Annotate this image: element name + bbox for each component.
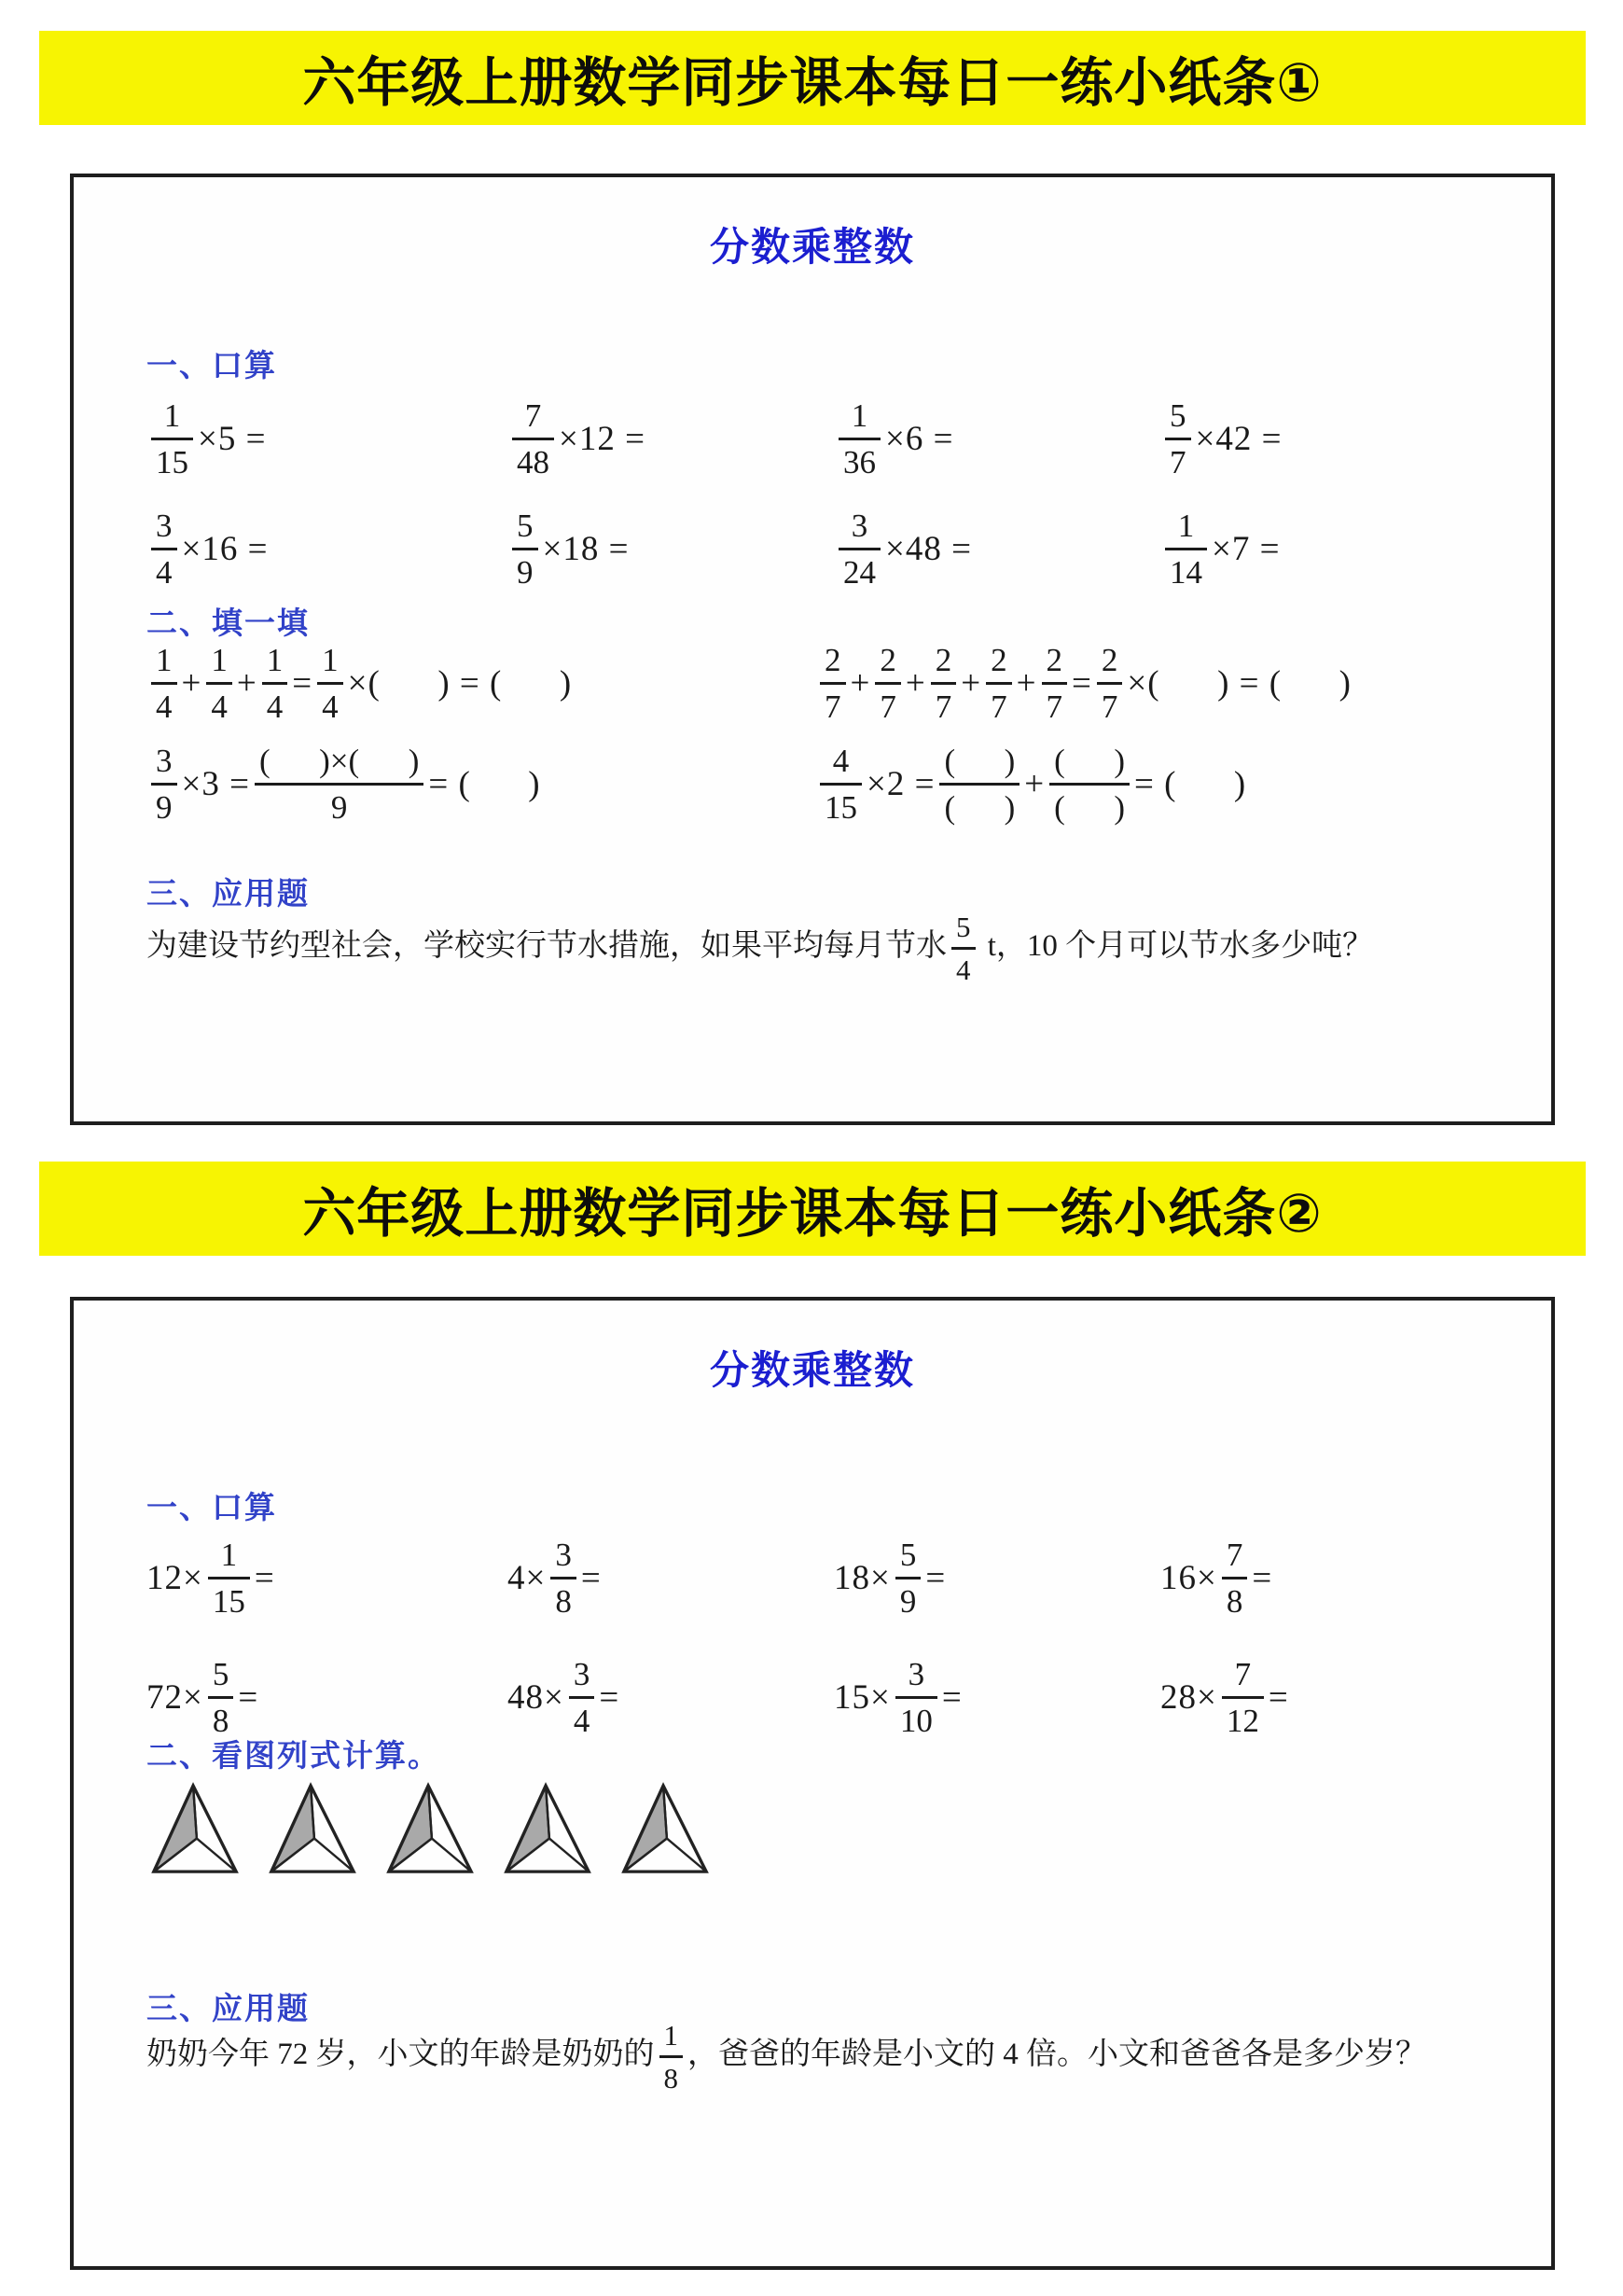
operation-text: ×7 = [1212, 529, 1281, 568]
fraction [875, 644, 901, 723]
oral-problem [146, 500, 507, 597]
fraction-denominator: 10 [899, 1702, 933, 1739]
fraction [1222, 1655, 1264, 1739]
fraction-numerator: 4 [832, 743, 850, 779]
fraction [1165, 509, 1207, 589]
oral-problem [1160, 390, 1523, 487]
operation-text: ×2 = [867, 765, 936, 803]
fraction-numerator: 7 [1234, 1655, 1252, 1692]
sheet-2-section-3-heading: 三、应用题 [146, 1990, 310, 2026]
oral-problem [507, 390, 834, 487]
plus-sign: + [961, 664, 982, 703]
fraction [569, 1655, 595, 1739]
oral-problem [834, 1649, 1160, 1746]
banner-1-text: 六年级上册数学同步课本每日一练小纸条① [302, 51, 1323, 114]
banner-2-text: 六年级上册数学同步课本每日一练小纸条② [302, 1182, 1323, 1245]
fraction-numerator: 5 [899, 1536, 917, 1573]
sheet-2-title: 分数乘整数 [709, 1347, 915, 1393]
equals-sign: = [292, 664, 313, 703]
plus-sign: + [236, 664, 257, 703]
oral-problem [834, 390, 1160, 487]
sheet-1-section-3-heading: 三、应用题 [146, 875, 310, 911]
fraction-denominator: 4 [211, 689, 228, 725]
divided-triangle-icon [268, 1780, 357, 1879]
fraction-denominator: 4 [956, 953, 971, 986]
fraction-numerator: 1 [220, 1536, 238, 1573]
multiplier-text: 72× [146, 1677, 203, 1717]
fraction [512, 509, 538, 589]
fraction-numerator: 5 [956, 911, 971, 943]
oral-problem [507, 1529, 834, 1626]
blank-parentheses: = ( ) [428, 765, 541, 803]
fraction-denominator: 14 [1170, 553, 1202, 591]
blank-fraction [1049, 744, 1130, 824]
sheet-2-section-1-heading: 一、口算 [146, 1489, 277, 1525]
worksheet-2 [70, 1297, 1555, 2270]
plus-sign: + [850, 664, 871, 703]
fraction-denominator: 36 [843, 443, 876, 480]
equals-sign: = [254, 1558, 275, 1597]
fraction [317, 644, 343, 723]
operation-text: ×48 = [885, 529, 972, 568]
blank-denominator: ( ) [1054, 789, 1125, 826]
fraction [151, 509, 177, 589]
multiplier-text: 16× [1160, 1558, 1217, 1597]
fraction-numerator: 3 [851, 507, 868, 544]
fraction-denominator: 4 [156, 689, 173, 725]
fill-in-row-1 [146, 644, 1523, 723]
multiplier-text: 15× [834, 1677, 891, 1717]
divided-triangle-icon [620, 1780, 710, 1879]
fraction-numerator: 1 [156, 642, 173, 678]
fraction-denominator: 9 [517, 553, 534, 591]
fraction [951, 912, 976, 984]
fraction-denominator: 7 [1170, 443, 1186, 480]
operation-text: ×16 = [181, 529, 269, 568]
operation-text: ×12 = [559, 419, 645, 458]
fraction-denominator: 9 [330, 789, 348, 826]
triangle-figure-row [150, 1780, 710, 1879]
sheet-2-section-2-heading: 二、看图列式计算。 [146, 1737, 440, 1774]
blank-denominator: ( ) [944, 789, 1016, 826]
word-problem-text: 为建设节约型社会，学校实行节水措施，如果平均每月节水 [146, 929, 947, 964]
fraction [1097, 644, 1123, 723]
sheet-1-title: 分数乘整数 [709, 224, 915, 270]
fraction [208, 1655, 234, 1739]
fraction-denominator: 8 [555, 1582, 572, 1620]
equals-sign: = [580, 1558, 602, 1597]
oral-problem [507, 1649, 834, 1746]
fraction-numerator: 2 [1101, 642, 1118, 678]
equals-sign: = [599, 1677, 620, 1717]
fraction-numerator: 1 [322, 642, 339, 678]
oral-problem [1160, 1649, 1523, 1746]
blank-parentheses: ×( ) = ( ) [1127, 664, 1352, 703]
fraction-numerator: 3 [908, 1655, 925, 1692]
fraction-numerator: 3 [156, 743, 173, 779]
equals-sign: = [238, 1677, 259, 1717]
fraction [1042, 644, 1068, 723]
fill-expression [146, 644, 815, 723]
fraction [151, 744, 177, 824]
multiplier-text: 4× [507, 1558, 547, 1597]
fraction-numerator: 2 [991, 642, 1007, 678]
divided-triangle-icon [503, 1780, 592, 1879]
fraction-numerator: 2 [880, 642, 896, 678]
fraction-denominator: 9 [156, 789, 173, 826]
fill-expression [146, 744, 815, 824]
fraction-denominator: 8 [212, 1702, 229, 1739]
multiplier-text: 18× [834, 1558, 891, 1597]
operation-text: ×6 = [885, 419, 954, 458]
fraction-numerator: 1 [663, 2019, 678, 2052]
oral-problem [507, 500, 834, 597]
oral-problem [1160, 1529, 1523, 1626]
fraction-denominator: 12 [1226, 1702, 1259, 1739]
equals-sign: = [925, 1558, 947, 1597]
fraction-denominator: 4 [156, 553, 173, 591]
fraction [1165, 399, 1191, 479]
fraction-denominator: 4 [573, 1702, 590, 1739]
fraction-denominator: 7 [880, 689, 896, 725]
word-problem-text: t，10 个月可以节水多少吨？ [979, 929, 1374, 964]
fraction [151, 399, 193, 479]
oral-problem [1160, 500, 1523, 597]
oral-problem [834, 1529, 1160, 1626]
equals-sign: = [941, 1677, 963, 1717]
worksheet-1 [70, 174, 1555, 1125]
fraction [1222, 1538, 1248, 1618]
fraction [986, 644, 1012, 723]
fraction [262, 644, 288, 723]
fraction [839, 399, 881, 479]
sheet-1-word-problem [146, 912, 1500, 984]
blank-numerator: ( ) [1054, 743, 1125, 779]
sheet-1-section-2-heading: 二、填一填 [146, 605, 310, 641]
fraction-numerator: 1 [163, 397, 181, 434]
oral-problem [146, 390, 507, 487]
fraction-numerator: 1 [211, 642, 228, 678]
fraction [151, 644, 177, 723]
equals-sign: = [1268, 1677, 1289, 1717]
plus-sign: + [1016, 664, 1037, 703]
blank-fraction [255, 744, 423, 824]
fraction-numerator: 5 [1170, 397, 1186, 434]
fraction-denominator: 15 [825, 789, 857, 826]
fraction-denominator: 4 [322, 689, 339, 725]
fraction-denominator: 7 [825, 689, 841, 725]
equals-sign: = [1252, 1558, 1273, 1597]
oral-problem [146, 1529, 507, 1626]
fraction [895, 1538, 922, 1618]
blank-fraction [939, 744, 1020, 824]
blank-parentheses: = ( ) [1133, 765, 1247, 803]
fraction-denominator: 48 [517, 443, 549, 480]
fraction-denominator: 4 [266, 689, 284, 725]
fraction-numerator: 1 [851, 397, 868, 434]
fraction-numerator: 3 [156, 507, 173, 544]
fill-expression [815, 644, 1523, 723]
divided-triangle-icon [385, 1780, 475, 1879]
multiplier-text: 12× [146, 1558, 203, 1597]
operation-text: ×18 = [542, 529, 630, 568]
word-problem-text: ，爸爸的年龄是小文的 4 倍。小文和爸爸各是多少岁？ [687, 2038, 1426, 2072]
fraction-numerator: 7 [1226, 1536, 1243, 1573]
fraction-denominator: 24 [843, 553, 876, 591]
fraction [931, 644, 957, 723]
sheet-2-oral-problems [146, 1529, 1523, 1746]
multiplier-text: 48× [507, 1677, 564, 1717]
fraction [208, 1538, 250, 1618]
plus-sign: + [181, 664, 202, 703]
fraction-numerator: 7 [524, 397, 542, 434]
fraction-denominator: 7 [991, 689, 1007, 725]
fraction-numerator: 2 [935, 642, 952, 678]
word-problem-text: 奶奶今年 72 岁，小文的年龄是奶奶的 [146, 2038, 655, 2072]
blank-parentheses: ×( ) = ( ) [347, 664, 573, 703]
fraction [820, 744, 862, 824]
divided-triangle-icon [150, 1780, 240, 1879]
operation-text: ×42 = [1195, 419, 1283, 458]
fraction-numerator: 3 [573, 1655, 590, 1692]
multiplier-text: 28× [1160, 1677, 1217, 1717]
fraction-denominator: 8 [1226, 1582, 1243, 1620]
worksheet-1-banner [39, 31, 1586, 125]
oral-problem [834, 500, 1160, 597]
fraction-numerator: 1 [266, 642, 284, 678]
blank-numerator: ( )×( ) [258, 743, 420, 779]
fraction-denominator: 8 [663, 2062, 678, 2094]
fraction-denominator: 7 [1046, 689, 1062, 725]
fraction-denominator: 7 [935, 689, 952, 725]
fill-in-row-2 [146, 744, 1523, 824]
fraction [550, 1538, 576, 1618]
fraction [206, 644, 232, 723]
sheet-2-word-problem [146, 2021, 1500, 2093]
fraction-numerator: 2 [1046, 642, 1062, 678]
fraction-denominator: 9 [899, 1582, 917, 1620]
fraction-denominator: 7 [1101, 689, 1118, 725]
fraction-denominator: 15 [212, 1582, 245, 1620]
fraction-numerator: 3 [555, 1536, 572, 1573]
plus-sign: + [905, 664, 926, 703]
plus-sign: + [1024, 765, 1046, 803]
fraction-numerator: 1 [1177, 507, 1195, 544]
fill-expression [815, 744, 1523, 824]
fraction [839, 509, 881, 589]
fraction-denominator: 15 [156, 443, 188, 480]
fraction-numerator: 5 [517, 507, 534, 544]
operation-text: ×5 = [198, 419, 267, 458]
worksheet-2-banner [39, 1162, 1586, 1256]
blank-numerator: ( ) [944, 743, 1016, 779]
fraction-numerator: 2 [825, 642, 841, 678]
operation-text: ×3 = [181, 765, 250, 803]
fraction [820, 644, 846, 723]
fraction-numerator: 5 [212, 1655, 229, 1692]
sheet-1-oral-problems [146, 390, 1523, 597]
sheet-1-section-1-heading: 一、口算 [146, 347, 277, 383]
equals-sign: = [1072, 664, 1092, 703]
fraction [895, 1655, 937, 1739]
fraction [512, 399, 554, 479]
fraction [659, 2021, 684, 2093]
